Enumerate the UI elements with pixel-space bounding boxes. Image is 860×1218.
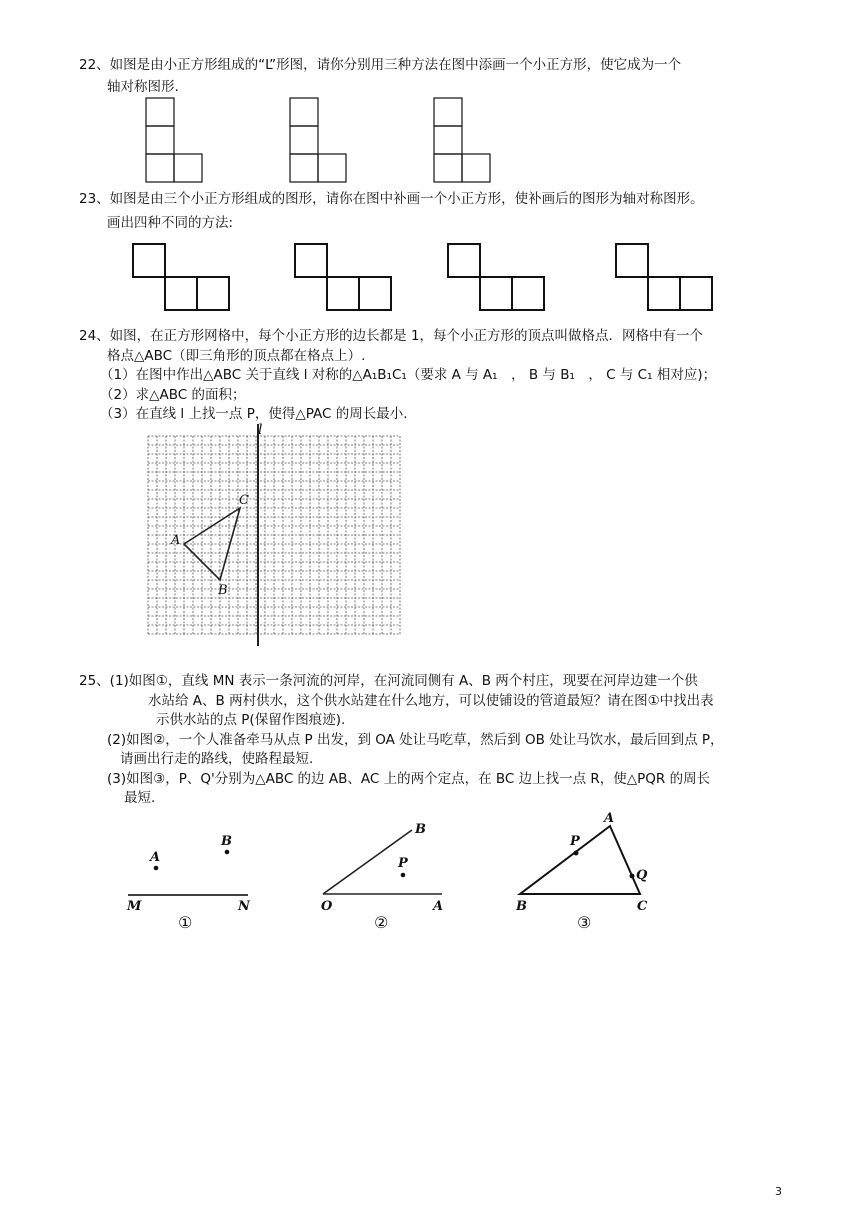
q23-shape-4 bbox=[616, 244, 712, 310]
fig3-triangle bbox=[520, 826, 640, 894]
fig3-point-q bbox=[630, 874, 635, 879]
q23-shape-1 bbox=[133, 244, 229, 310]
q24-sub1: （1）在图中作出△ABC 关于直线 l 对称的△A₁B₁C₁（要求 A 与 A₁ ， B 与 B₁ ， C 与 C₁ 相对应)； bbox=[100, 367, 717, 383]
q25-p1-line2: 水站给 A、B 两村供水，这个供水站建在什么地方，可以使铺设的管道最短？请在图①中找出表 bbox=[148, 693, 714, 709]
q24-line1: 24、如图，在正方形网格中，每个小正方形的边长都是 1，每个小正方形的顶点叫做格点．网格中有一个 bbox=[79, 328, 704, 344]
q24-label-c: C bbox=[239, 493, 249, 508]
q23-shape-2 bbox=[295, 244, 391, 310]
fig3-point-p bbox=[574, 851, 579, 856]
q25-p2-line2: 请画出行走的路线，使路程最短. bbox=[120, 751, 314, 767]
q22-l-shape-1 bbox=[146, 98, 202, 182]
q22-l-shapes bbox=[146, 98, 490, 182]
page-number: 3 bbox=[775, 1185, 782, 1198]
fig2-label-b: B bbox=[415, 822, 426, 837]
fig1-caption: ① bbox=[178, 913, 193, 932]
fig3-label-p: P bbox=[570, 834, 580, 849]
q22-l-shape-3 bbox=[434, 98, 490, 182]
q24-line2: 格点△ABC（即三角形的顶点都在格点上）. bbox=[107, 348, 366, 364]
fig3-caption: ③ bbox=[577, 913, 592, 932]
q22-line2: 轴对称图形. bbox=[107, 79, 179, 95]
q23-line1: 23、如图是由三个小正方形组成的图形，请你在图中补画一个小正方形，使补画后的图形为轴对称图形。 bbox=[79, 191, 704, 207]
q24-label-l: l bbox=[258, 422, 263, 438]
fig1-label-b: B bbox=[221, 834, 232, 849]
q23-shape-3 bbox=[448, 244, 544, 310]
fig3-label-b: B bbox=[516, 899, 527, 914]
fig3-label-q: Q bbox=[636, 868, 648, 883]
q24-grid bbox=[148, 436, 400, 634]
fig2-label-p: P bbox=[398, 856, 408, 871]
q24-label-b: B bbox=[218, 583, 228, 598]
fig3-label-a: A bbox=[604, 811, 615, 826]
q23-line2: 画出四种不同的方法: bbox=[107, 215, 234, 231]
q25-p1-line1: 25、(1)如图①，直线 MN 表示一条河流的河岸，在河流同侧有 A、B 两个村庄，现要在河岸边建一个供 bbox=[79, 673, 698, 689]
fig1-label-n: N bbox=[238, 899, 250, 914]
q22-l-shape-2 bbox=[290, 98, 346, 182]
fig1-label-a: A bbox=[150, 850, 161, 865]
q24-sub2: （2）求△ABC 的面积； bbox=[100, 387, 246, 403]
q23-shapes bbox=[133, 244, 712, 310]
fig2-label-o: O bbox=[321, 899, 333, 914]
q24-sub3: （3）在直线 l 上找一点 P，使得△PAC 的周长最小. bbox=[100, 406, 408, 422]
fig3-label-c: C bbox=[637, 899, 648, 914]
q25-p3-line1: (3)如图③，P、Q'分别为△ABC 的边 AB、AC 上的两个定点，在 BC 边上找一点 R，使△PQR 的周长 bbox=[107, 771, 711, 787]
q25-p3-line2: 最短. bbox=[124, 790, 156, 806]
fig1-label-m: M bbox=[127, 899, 142, 914]
fig2-label-a: A bbox=[433, 899, 444, 914]
fig2-caption: ② bbox=[374, 913, 389, 932]
q25-p1-line3: 示供水站的点 P(保留作图痕迹). bbox=[156, 712, 346, 728]
q25-p2-line1: (2)如图②，一个人准备牵马从点 P 出发，到 OA 处让马吃草，然后到 OB 处让马饮水，最后回到点 P， bbox=[107, 732, 724, 748]
fig2-point-p bbox=[401, 873, 406, 878]
q22-line1: 22、如图是由小正方形组成的“L”形图，请你分别用三种方法在图中添画一个小正方形，使它成为一个 bbox=[79, 57, 682, 73]
q24-label-a: A bbox=[171, 533, 181, 548]
